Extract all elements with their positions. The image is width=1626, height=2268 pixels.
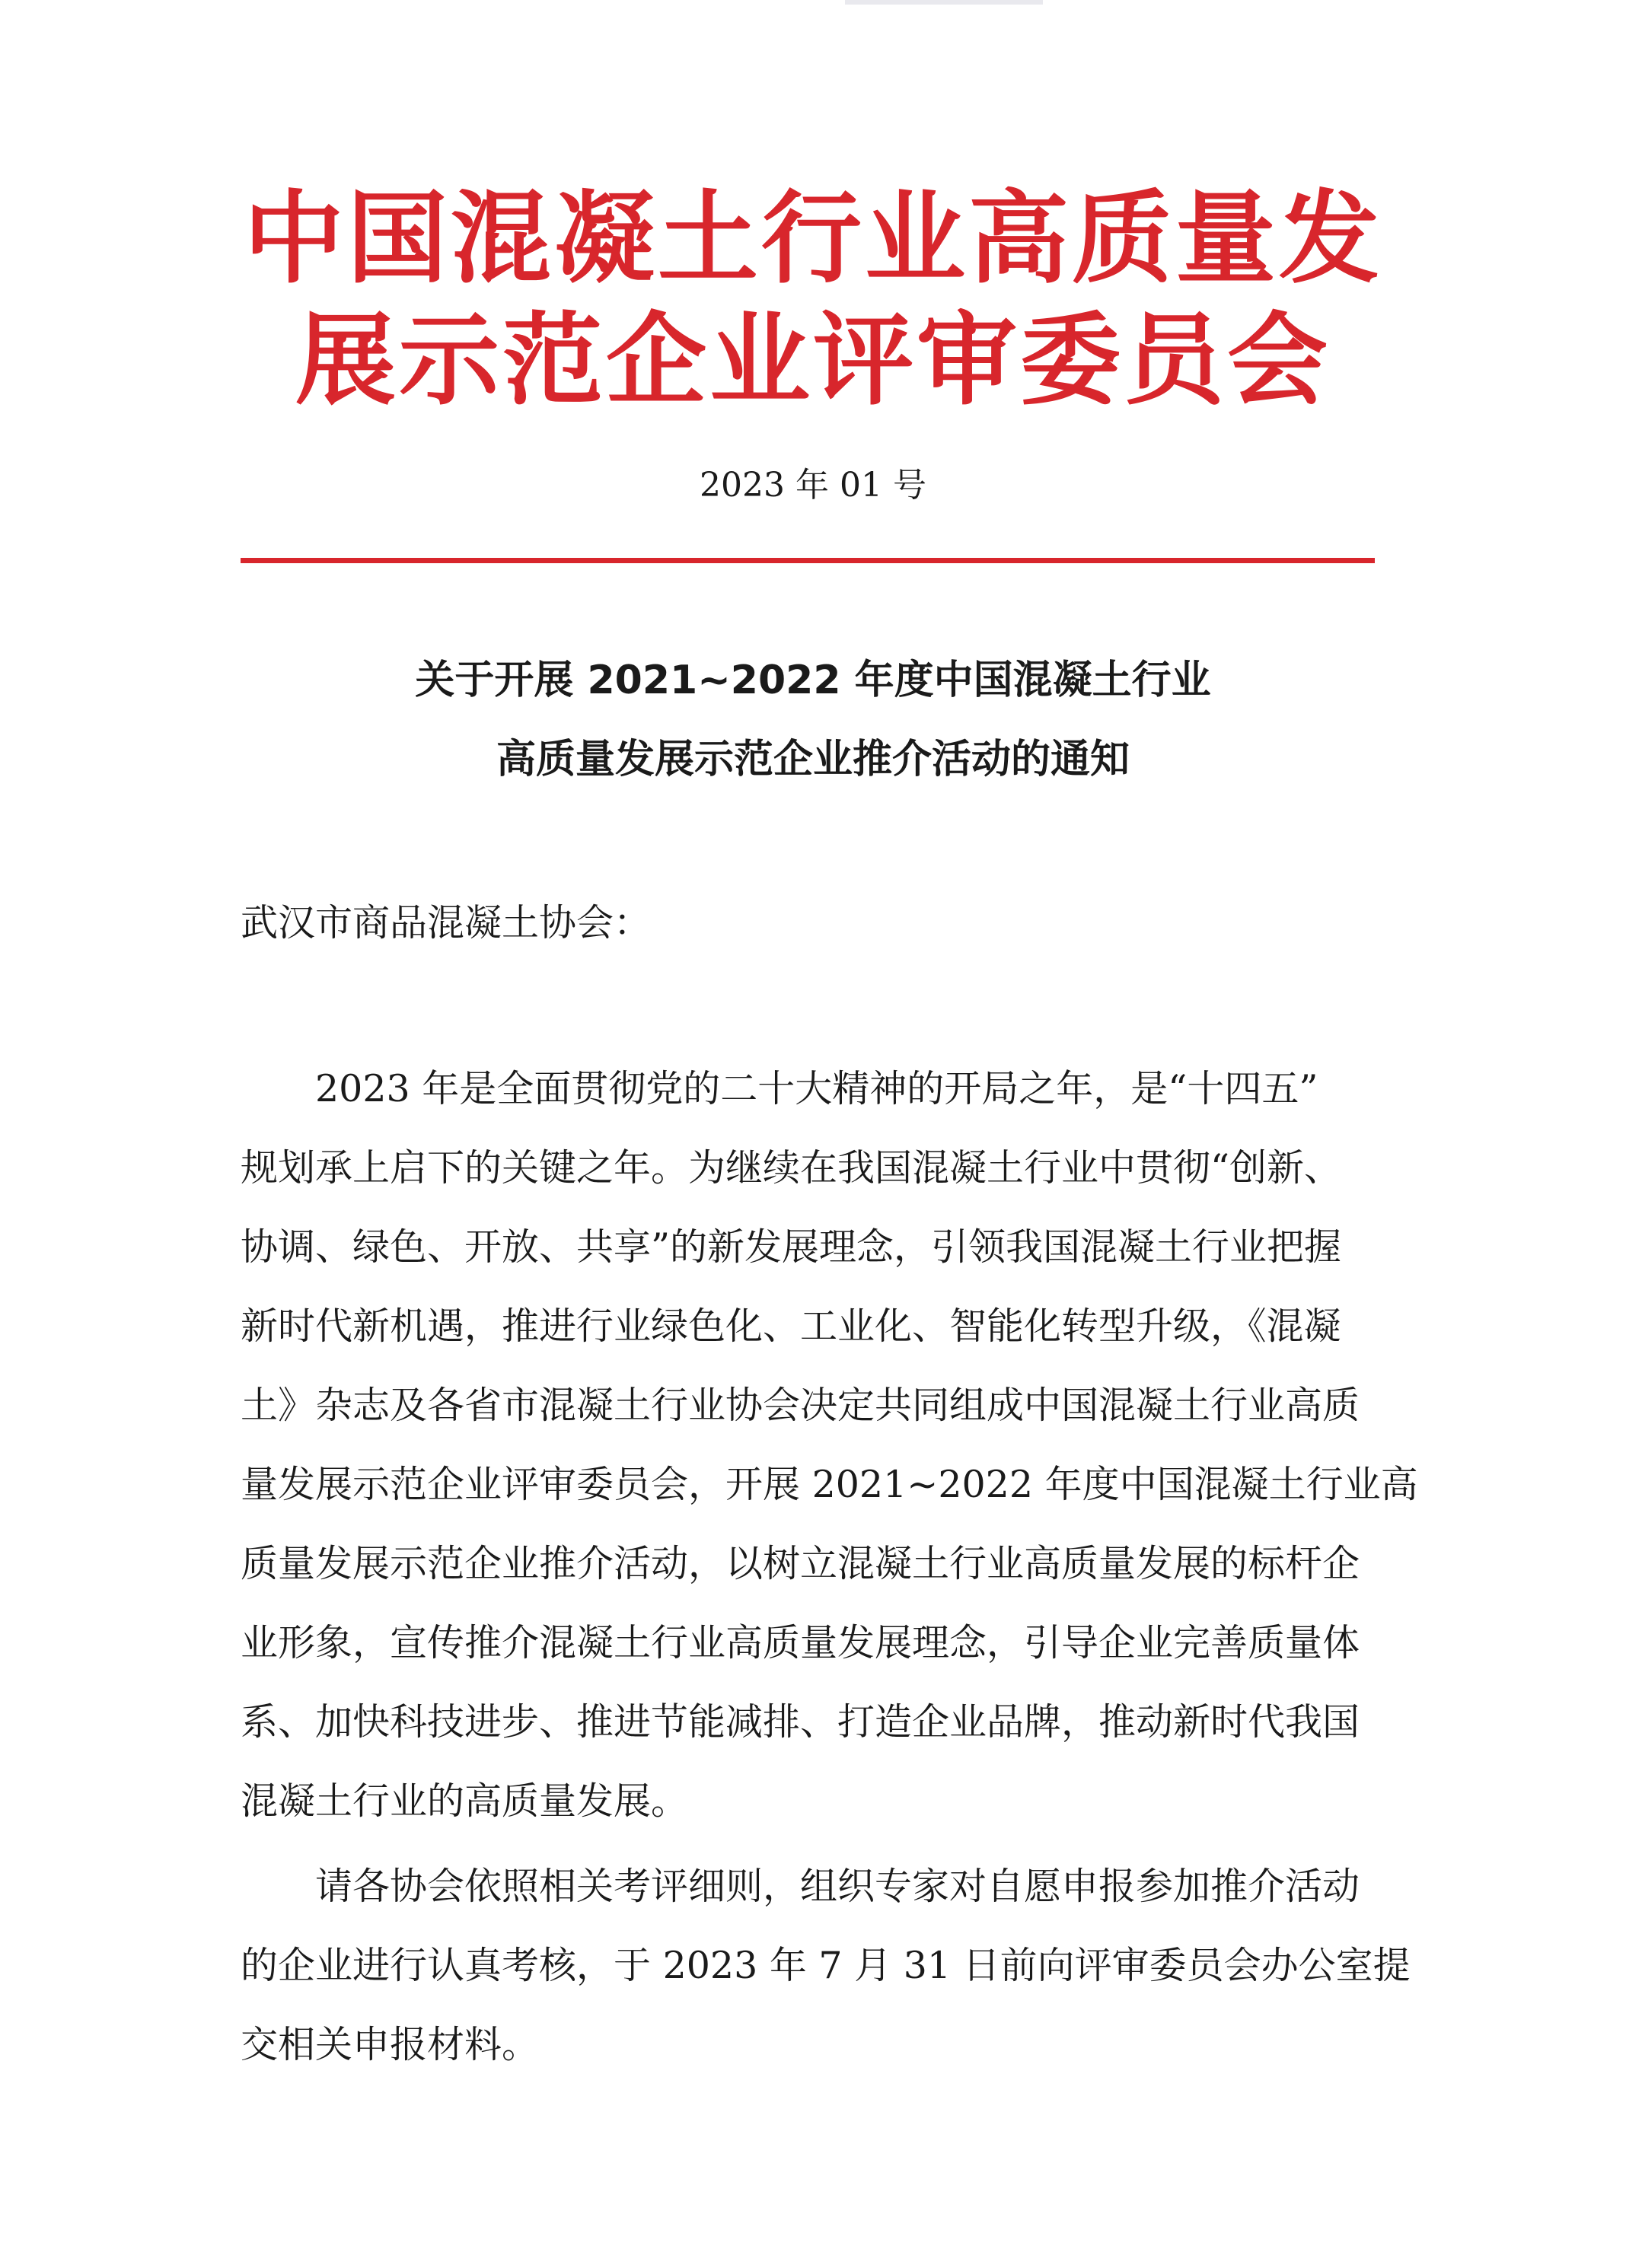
body-paragraph1-line: 规划承上启下的关键之年。为继续在我国混凝土行业中贯彻“创新、	[241, 1146, 1342, 1190]
body-paragraph2-line: 请各协会依照相关考评细则，组织专家对自愿申报参加推介活动	[315, 1865, 1360, 1908]
notice-title-line2: 高质量发展示范企业推介活动的通知	[496, 737, 1130, 782]
org-header-line1: 中国混凝土行业高质量发	[244, 180, 1382, 298]
body-paragraph1-line: 协调、绿色、开放、共享”的新发展理念，引领我国混凝土行业把握	[241, 1225, 1342, 1269]
body-paragraph1-line: 量发展示范企业评审委员会，开展 2021~2022 年度中国混凝土行业高	[241, 1463, 1418, 1506]
body-paragraph1-line: 业形象，宣传推介混凝土行业高质量发展理念，引导企业完善质量体	[241, 1621, 1360, 1664]
body-paragraph1-line: 新时代新机遇，推进行业绿色化、工业化、智能化转型升级，《混凝	[241, 1304, 1341, 1348]
org-header-line2: 展示范企业评审委员会	[295, 302, 1331, 419]
body-paragraph1-line: 质量发展示范企业推介活动，以树立混凝土行业高质量发展的标杆企	[241, 1542, 1360, 1585]
body-paragraph1-line: 土》杂志及各省市混凝土行业协会决定共同组成中国混凝土行业高质	[241, 1384, 1360, 1427]
scan-artifact	[845, 0, 1043, 5]
document-number: 2023 年 01 号	[700, 466, 926, 505]
salutation: 武汉市商品混凝土协会：	[241, 901, 652, 944]
header-divider	[241, 558, 1375, 563]
notice-title-line1: 关于开展 2021~2022 年度中国混凝土行业	[415, 658, 1211, 703]
body-paragraph1-line: 系、加快科技进步、推进节能减排、打造企业品牌，推动新时代我国	[241, 1700, 1360, 1744]
body-paragraph1-line: 2023 年是全面贯彻党的二十大精神的开局之年，是“十四五”	[315, 1067, 1318, 1110]
body-paragraph1-line: 混凝土行业的高质量发展。	[241, 1779, 689, 1823]
body-paragraph2-line: 的企业进行认真考核，于 2023 年 7 月 31 日前向评审委员会办公室提	[241, 1944, 1411, 1987]
body-paragraph2-line: 交相关申报材料。	[241, 2023, 540, 2066]
